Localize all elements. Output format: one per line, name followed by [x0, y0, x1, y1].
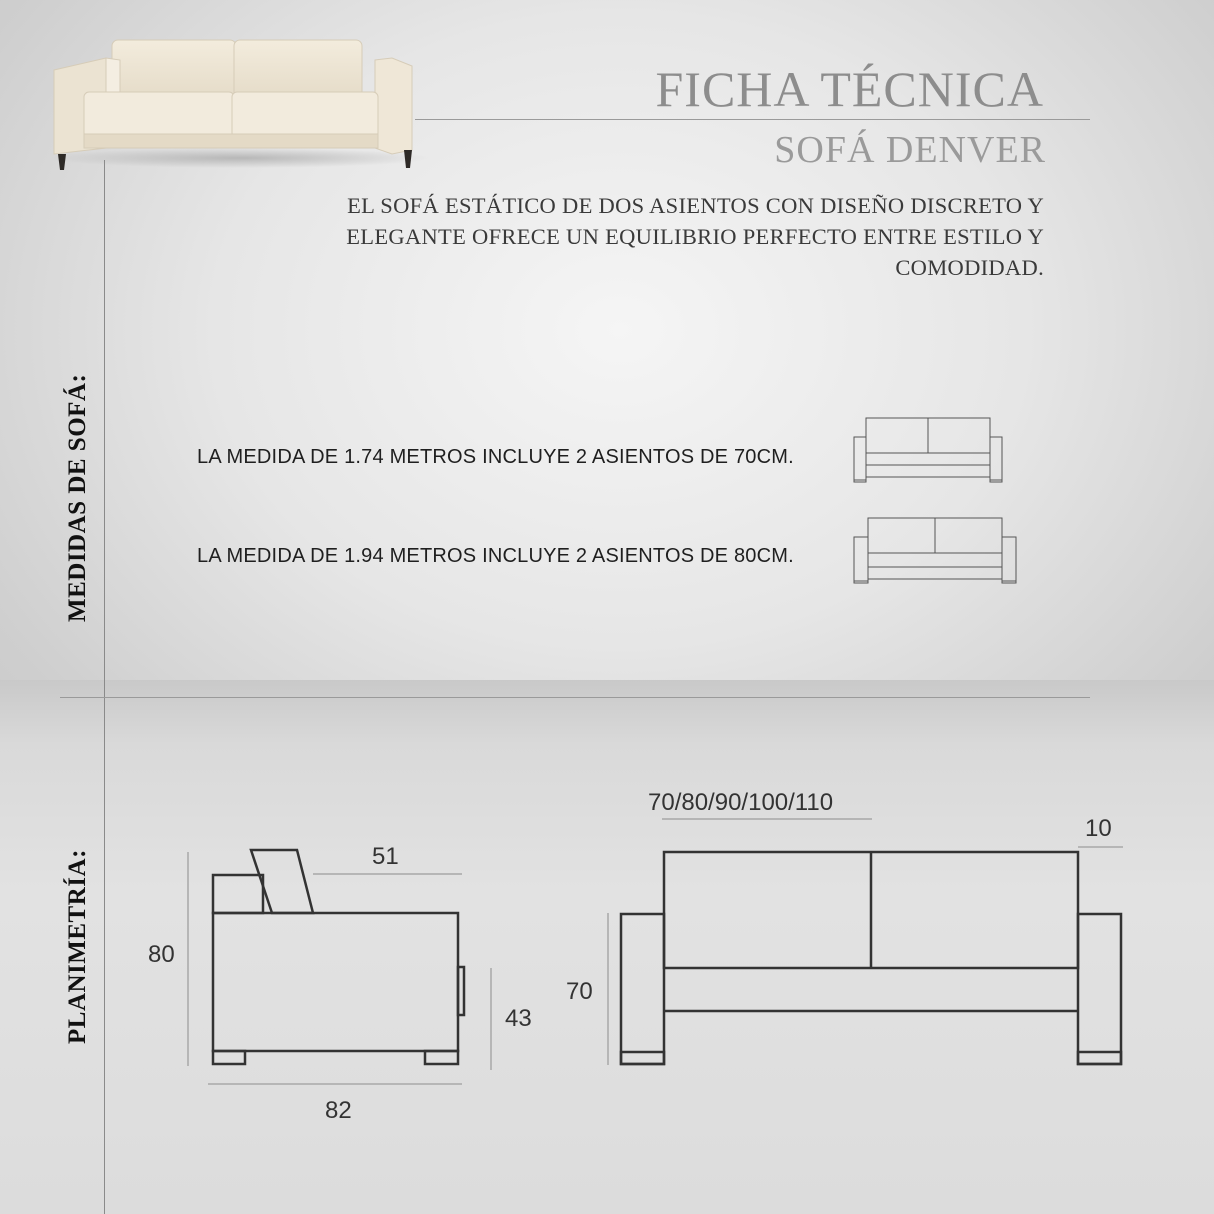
product-name: SOFÁ DENVER [774, 129, 1046, 171]
dim-arm-width: 10 [1085, 815, 1112, 842]
product-description: EL SOFÁ ESTÁTICO DE DOS ASIENTOS CON DISEÑO DISCRETO Y ELEGANTE OFRECE UN EQUILIBRIO PERFECTO ENTRE ESTILO Y COMODIDAD. [346, 193, 1044, 280]
header-divider [415, 119, 1090, 120]
measure-line-2: LA MEDIDA DE 1.94 METROS INCLUYE 2 ASIENTOS DE 80CM. [197, 545, 794, 567]
measure-line-1: LA MEDIDA DE 1.74 METROS INCLUYE 2 ASIENTOS DE 70CM. [197, 446, 794, 468]
dim-front-height: 70 [566, 978, 593, 1005]
side-view-drawing [180, 840, 490, 1100]
page-title: FICHA TÉCNICA [655, 61, 1044, 117]
dim-seat-depth: 51 [372, 843, 399, 870]
sofa-front-icon-small [850, 415, 1010, 485]
vertical-divider [104, 160, 105, 1214]
section-label-medidas: MEDIDAS DE SOFÁ: [64, 373, 91, 622]
section-label-planimetria: PLANIMETRÍA: [64, 849, 91, 1044]
dim-side-width: 82 [325, 1097, 352, 1124]
sofa-front-icon-large [850, 515, 1025, 587]
front-view-drawing [600, 815, 1140, 1075]
dim-seat-widths: 70/80/90/100/110 [648, 789, 834, 816]
section-divider [60, 697, 1090, 698]
sofa-photo [40, 30, 440, 180]
dim-seat-height: 43 [505, 1005, 532, 1032]
dim-side-height: 80 [148, 941, 175, 968]
